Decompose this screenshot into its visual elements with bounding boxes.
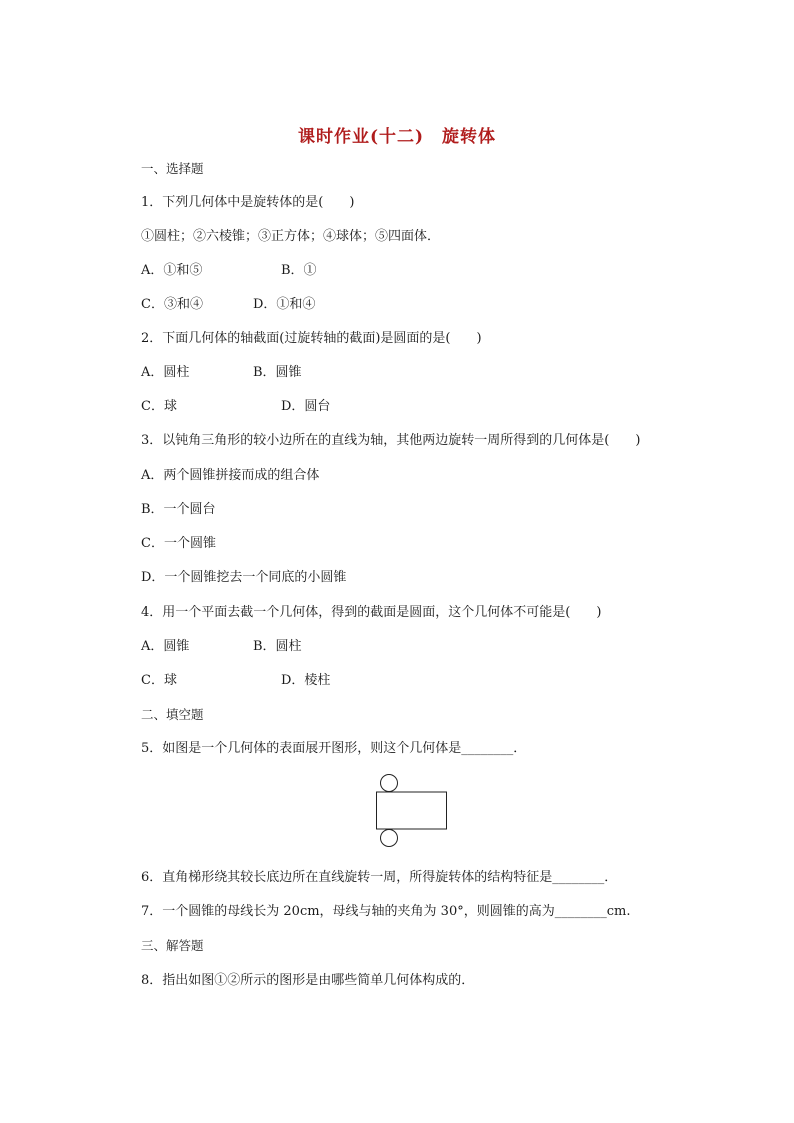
section-heading-choice: 一、选择题 xyxy=(141,161,204,176)
question-7-stem: 7．一个圆锥的母线长为 20cm，母线与轴的夹角为 30°，则圆锥的高为________cm. xyxy=(141,904,631,919)
question-1-items: ①圆柱；②六棱锥；③正方体；④球体；⑤四面体． xyxy=(141,229,441,244)
net-bottom-circle xyxy=(381,830,398,847)
question-4-option-d: D．棱柱 xyxy=(281,673,331,688)
question-6-stem: 6．直角梯形绕其较长底边所在直线旋转一周，所得旋转体的结构特征是________． xyxy=(141,870,618,885)
section-heading-answer: 三、解答题 xyxy=(141,938,204,953)
question-8-stem: 8．指出如图①②所示的图形是由哪些简单几何体构成的． xyxy=(141,973,475,988)
question-3-option-d: D．一个圆锥挖去一个同底的小圆锥 xyxy=(141,570,347,585)
page-title: 课时作业(十二) 旋转体 xyxy=(297,127,497,147)
question-1-option-a: A．①和⑤ xyxy=(141,263,203,278)
question-2-stem: 2．下面几何体的轴截面(过旋转轴的截面)是圆面的是( ) xyxy=(141,331,482,346)
question-1-option-d: D．①和④ xyxy=(253,297,316,312)
question-3-option-b: B．一个圆台 xyxy=(141,502,216,517)
question-3-option-c: C．一个圆锥 xyxy=(141,536,216,551)
question-4-option-b: B．圆柱 xyxy=(253,639,302,654)
question-2-option-b: B．圆锥 xyxy=(253,365,302,380)
question-4-option-c: C．球 xyxy=(141,673,177,688)
question-1-stem: 1．下列几何体中是旋转体的是( ) xyxy=(141,195,355,210)
question-4-option-a: A．圆锥 xyxy=(141,639,190,654)
question-2-option-a: A．圆柱 xyxy=(141,365,190,380)
question-3-option-a: A．两个圆锥拼接而成的组合体 xyxy=(141,468,320,483)
question-5-stem: 5．如图是一个几何体的表面展开图形，则这个几何体是________． xyxy=(141,741,527,756)
question-1-option-b: B．① xyxy=(281,263,317,278)
cylinder-net-figure xyxy=(376,774,448,848)
question-2-option-d: D．圆台 xyxy=(281,399,331,414)
section-heading-fill: 二、填空题 xyxy=(141,707,204,722)
question-3-stem: 3．以钝角三角形的较小边所在的直线为轴，其他两边旋转一周所得到的几何体是( ) xyxy=(141,433,641,448)
question-4-stem: 4．用一个平面去截一个几何体，得到的截面是圆面，这个几何体不可能是( ) xyxy=(141,605,602,620)
net-top-circle xyxy=(381,775,398,792)
question-1-option-c: C．③和④ xyxy=(141,297,203,312)
net-lateral-rectangle xyxy=(377,792,447,829)
question-2-option-c: C．球 xyxy=(141,399,177,414)
